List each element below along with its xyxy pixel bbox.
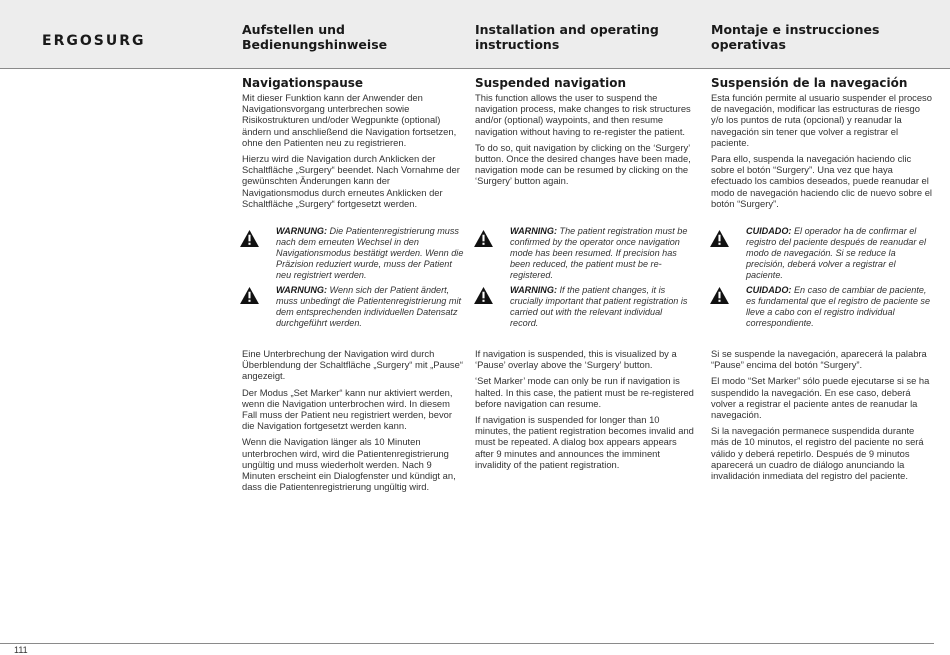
warning-block-english	[474, 226, 696, 336]
warning-notice	[710, 226, 934, 286]
warning-block-german	[240, 226, 465, 336]
paragraph: Hierzu wird die Navigation durch Anklicken der Schaltfläche „Surgery“ beendet. Nach Vornahme der gewünschten Änderungen kann der Navigationsmodus durch erneutes Anklicken der Schaltfläche „Surgery“ fortgesetzt werden.	[242, 153, 460, 209]
warning-triangle-icon	[474, 230, 493, 247]
warning-notice	[240, 285, 465, 335]
section-title: Suspended navigation	[475, 76, 626, 90]
warning-label: CUIDADO:	[746, 285, 792, 295]
column-header-en: Installation and operating instructions	[475, 22, 659, 52]
column-english-body	[475, 348, 697, 475]
warning-triangle-icon	[710, 230, 729, 247]
section-title: Navigationspause	[242, 76, 364, 90]
warning-text: If the patient changes, it is crucially important that patient registration is carried out with the relevant individual record.	[510, 285, 688, 328]
warning-text: Die Patientenregistrierung muss nach dem erneuten Wechsel in den Navigationsmodus bestätigt werden. Wenn die Präzision reduziert wurde, muss der Patient neu registriert werden.	[276, 226, 464, 280]
warning-block-spanish	[710, 226, 934, 336]
warning-triangle-icon	[474, 287, 493, 304]
paragraph: This function allows the user to suspend the navigation process, make changes to risk structures and/or (optional) waypoints, and then resume navigation without having to re-register the patient.	[475, 92, 691, 137]
warning-notice	[710, 285, 934, 335]
paragraph: Si se suspende la navegación, aparecerá la palabra “Pause” encima del botón “Surgery”.	[711, 348, 927, 371]
brand-logo: ERGOSURG	[42, 33, 146, 49]
warning-text: El operador ha de confirmar el registro del paciente después de reanudar el modo de navegación. Si se reduce la precisión, deberá volver a registrar el paciente.	[746, 226, 926, 280]
footer-divider	[0, 643, 934, 644]
paragraph: Para ello, suspenda la navegación haciendo clic sobre el botón “Surgery”. Una vez que haya efectuado los cambios deseados, puede reanudar el modo de navegación haciendo clic de nuevo sobre el botón “Surgery”.	[711, 153, 932, 209]
paragraph: If navigation is suspended for longer than 10 minutes, the patient registration becomes invalid and must be repeated. A dialog box appears appears after 9 minutes and announces the imminent invalidity of the patient registration.	[475, 414, 694, 470]
column-spanish-body	[711, 348, 933, 486]
warning-notice	[474, 226, 696, 286]
warning-text: Wenn sich der Patient ändert, muss unbedingt die Patientenregistrierung mit dem entsprechenden individuellen Datensatz durchgeführt werden.	[276, 285, 462, 328]
paragraph: Si la navegación permanece suspendida durante más de 10 minutos, el registro del paciente no será válido y deberá repetirlo. Después de 9 minutos aparecerá un cuadro de diálogo anunciando la invalidación inmediata del registro del paciente.	[711, 425, 924, 482]
warning-label: WARNUNG:	[276, 285, 328, 295]
paragraph: Esta función permite al usuario suspender el proceso de navegación, modificar las estructuras de riesgo y/o los puntos de ruta (opcional) y reanudar la navegación sin tener que volver a registrar el paciente.	[711, 92, 932, 148]
warning-triangle-icon	[240, 230, 259, 247]
column-spanish	[711, 76, 933, 214]
paragraph: ‘Set Marker’ mode can only be run if navigation is halted. In this case, the patient must be re-registered before navigation can resume.	[475, 375, 694, 409]
header-divider	[0, 68, 950, 69]
warning-text: The patient registration must be confirmed by the operator once navigation mode has been resumed. If precision has been reduced, the patient must be re-registered.	[510, 226, 688, 280]
paragraph: El modo “Set Marker” sólo puede ejecutarse si se ha suspendido la navegación. En ese caso, deberá volver a registrar el paciente antes de reanudar la navegación.	[711, 375, 930, 421]
column-english	[475, 76, 695, 192]
paragraph: Der Modus „Set Marker“ kann nur aktiviert werden, wenn die Navigation unterbrochen wird. In diesem Fall muss der Patient neu registriert werden, bevor die Navigation fortgesetzt werden kann.	[242, 386, 453, 432]
column-german	[242, 76, 464, 214]
warning-label: WARNING:	[510, 226, 557, 236]
paragraph: Wenn die Navigation länger als 10 Minuten unterbrochen wird, wird die Patientenregistrierung ungültig und muss wiederholt werden. Nach 9 Minuten erscheint ein Dialogfenster und kündigt an, dass die Patientenregistrierung ungültig wird.	[242, 436, 456, 493]
warning-label: WARNUNG:	[276, 226, 328, 236]
warning-triangle-icon	[240, 287, 259, 304]
warning-text: En caso de cambiar de paciente, es fundamental que el registro de paciente se lleve a cabo con el registro individual correspondiente.	[746, 285, 931, 328]
column-header-es: Montaje e instrucciones operativas	[711, 22, 880, 52]
page-number: 111	[14, 645, 28, 655]
warning-triangle-icon	[710, 287, 729, 304]
paragraph: Eine Unterbrechung der Navigation wird durch Überblendung der Schaltfläche „Surgery“ mit „Pause“ angezeigt.	[242, 348, 463, 382]
column-german-body	[242, 348, 464, 497]
paragraph: To do so, quit navigation by clicking on the ‘Surgery’ button. Once the desired changes have been made, navigation mode can be resumed by clicking on the ‘Surgery’ button again.	[475, 141, 691, 187]
warning-label: CUIDADO:	[746, 226, 792, 236]
warning-notice	[240, 226, 465, 286]
paragraph: Mit dieser Funktion kann der Anwender den Navigationsvorgang unterbrechen sowie Risikostrukturen und/oder Wegpunkte (optional) ändern und anschließend die Navigation fortsetzen, ohne den Patienten neu zu registrieren.	[242, 92, 457, 148]
warning-label: WARNING:	[510, 285, 557, 295]
column-header-de: Aufstellen und Bedienungshinweise	[242, 22, 388, 52]
paragraph: If navigation is suspended, this is visualized by a ‘Pause’ overlay above the ‘Surgery’ button.	[475, 348, 677, 371]
warning-notice	[474, 285, 696, 335]
section-title: Suspensión de la navegación	[711, 76, 908, 90]
